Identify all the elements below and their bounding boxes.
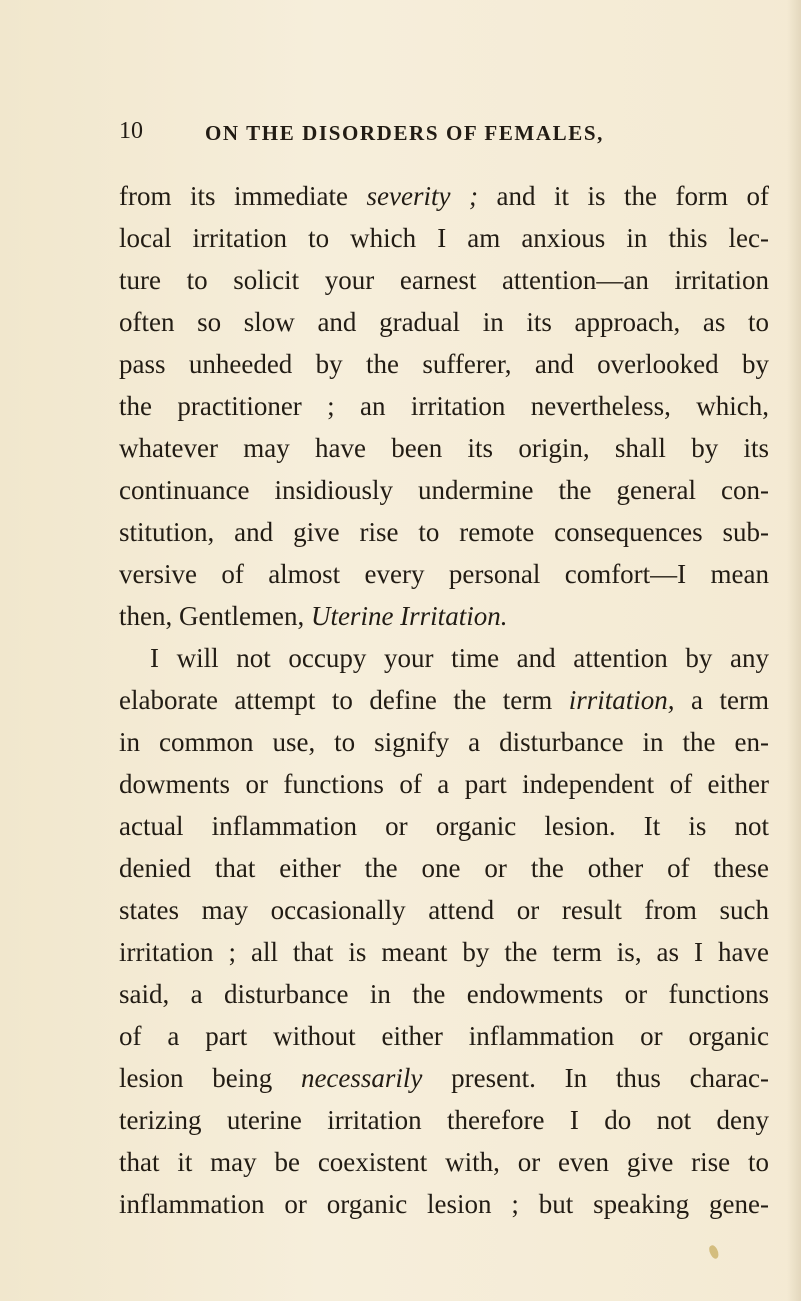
text-line: the practitioner ; an irritation nevertheless, which, [119,391,769,421]
text-line: versive of almost every personal comfort—I mean [119,559,769,589]
text-line: irritation ; all that is meant by the term is, as I have [119,937,769,967]
text-line: of a part without either inflammation or organic [119,1021,769,1051]
text-line: in common use, to signify a disturbance in the en- [119,727,769,757]
text-line: stitution, and give rise to remote consequences sub- [119,517,769,547]
text-line: terizing uterine irritation therefore I do not deny [119,1105,769,1135]
page-header [119,118,719,158]
text-line: elaborate attempt to define the term irritation, a term [119,685,769,715]
text-line: actual inflammation or organic lesion. It is not [119,811,769,841]
running-head: ON THE DISORDERS OF FEMALES, [205,121,604,145]
text-line: from its immediate severity ; and it is the form of [119,181,769,211]
text-line: pass unheeded by the sufferer, and overlooked by [119,349,769,379]
text-line: often so slow and gradual in its approach, as to [119,307,769,337]
text-line: then, Gentlemen, Uterine Irritation. [119,601,508,631]
page-edge-shadow [787,0,801,1301]
page-number: 10 [119,118,143,144]
text-line: inflammation or organic lesion ; but speaking gene- [119,1189,769,1219]
text-line: said, a disturbance in the endowments or functions [119,979,769,1009]
text-line: dowments or functions of a part independent of either [119,769,769,799]
text-line: whatever may have been its origin, shall by its [119,433,769,463]
text-line: states may occasionally attend or result from such [119,895,769,925]
text-line: ture to solicit your earnest attention—an irritation [119,265,769,295]
text-line: local irritation to which I am anxious in this lec- [119,223,769,253]
text-line: denied that either the one or the other of these [119,853,769,883]
ink-blot-mark [707,1244,721,1260]
text-line: lesion being necessarily present. In thus charac- [119,1063,769,1093]
paragraph-start-line: I will not occupy your time and attention by any [150,643,769,673]
text-line: that it may be coexistent with, or even give rise to [119,1147,769,1177]
text-line: continuance insidiously undermine the general con- [119,475,769,505]
